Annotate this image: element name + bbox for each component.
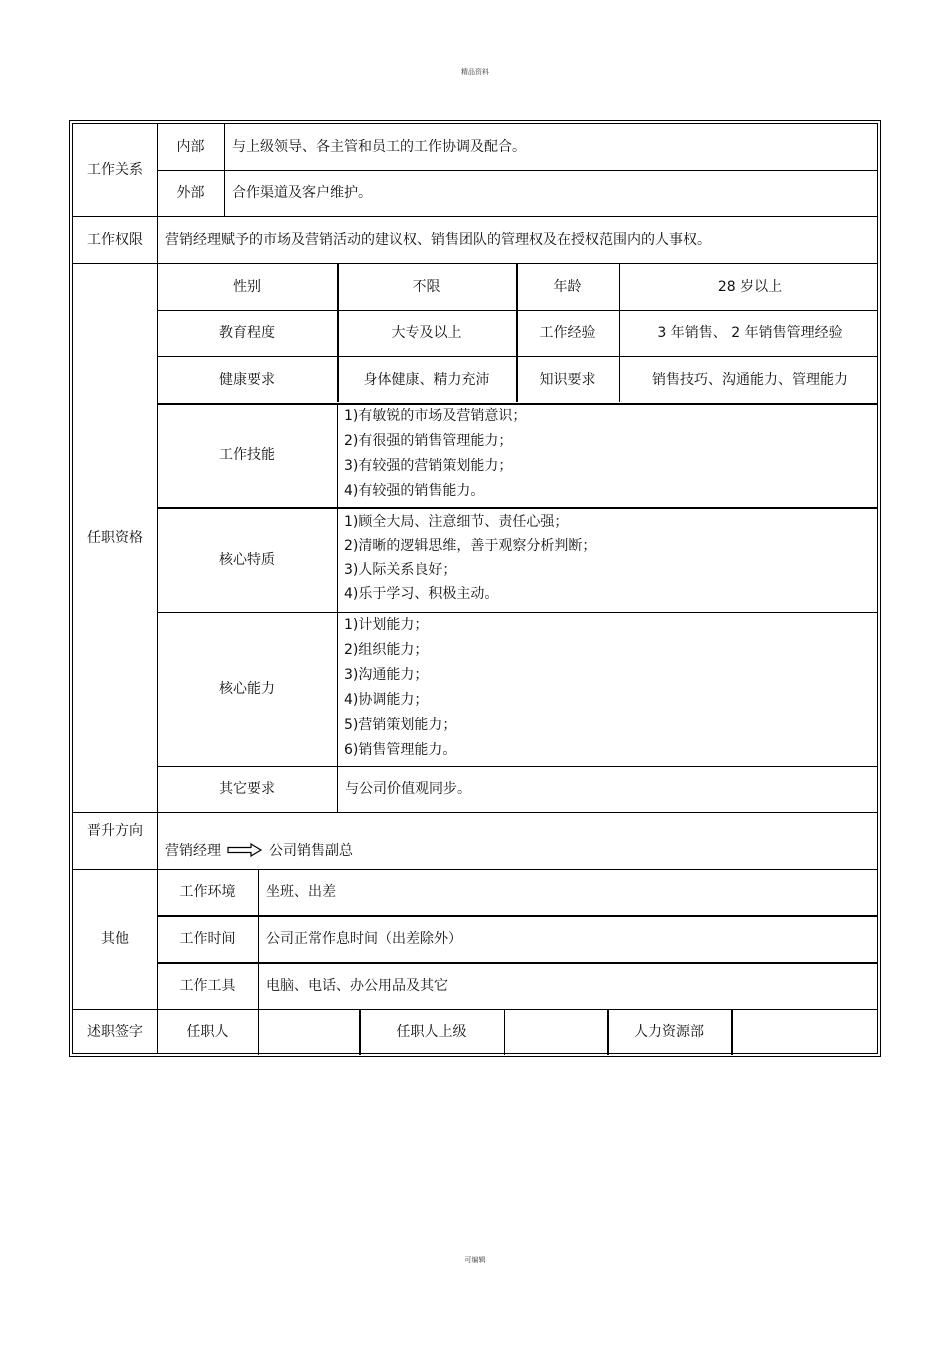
skills-label: 工作技能 (219, 447, 275, 463)
qualification-label: 任职资格 (87, 529, 143, 546)
relations-label: 工作关系 (87, 162, 143, 178)
time-value: 公司正常作息时间（出差除外） (266, 930, 462, 947)
health-label: 健康要求 (219, 371, 275, 388)
abilities-label: 核心能力 (219, 681, 275, 697)
environment-value: 坐班、出差 (266, 884, 336, 900)
list-item: 3)人际关系良好； (344, 562, 457, 578)
abilities-list (337, 613, 881, 763)
list-item: 3)有较强的营销策划能力； (344, 458, 513, 474)
knowledge-label: 知识要求 (539, 371, 596, 388)
hr-signature-field[interactable] (731, 1009, 881, 1055)
traits-label: 核心特质 (219, 551, 275, 568)
other-requirements-label: 其它要求 (219, 781, 275, 797)
environment-label: 工作环境 (179, 884, 236, 900)
gender-label: 性别 (233, 278, 261, 295)
authority-text: 营销经理赋予的市场及营销活动的建议权、销售团队的管理权及在授权范围内的人事权。 (165, 231, 711, 248)
authority-label: 工作权限 (87, 231, 143, 248)
education-value: 大专及以上 (391, 325, 462, 341)
internal-text: 与上级领导、各主管和员工的工作协调及配合。 (232, 139, 526, 155)
education-label: 教育程度 (219, 325, 275, 341)
table-inner-border (72, 123, 878, 1054)
promotion-path (157, 836, 881, 866)
age-label: 年龄 (553, 278, 582, 295)
experience-value: 3 年销售、 2 年销售管理经验 (657, 325, 843, 341)
other-requirements-value: 与公司价值观同步。 (345, 781, 471, 797)
list-item: 6)销售管理能力。 (344, 742, 457, 758)
age-value: 28 岁以上 (717, 278, 783, 295)
list-item: 2)清晰的逻辑思维，善于观察分析判断； (344, 538, 597, 554)
superior-signature-field[interactable] (504, 1009, 607, 1055)
holder-label: 任职人 (186, 1024, 229, 1040)
page-header: 精品资料 (461, 68, 489, 76)
promotion-from: 营销经理 (165, 843, 221, 859)
knowledge-value: 销售技巧、沟通能力、管理能力 (652, 371, 848, 388)
list-item: 1)有敏锐的市场及营销意识； (344, 408, 527, 424)
health-value: 身体健康、精力充沛 (363, 371, 490, 388)
promotion-to: 公司销售副总 (269, 843, 353, 859)
hr-label: 人力资源部 (634, 1024, 704, 1040)
list-item: 1)计划能力； (344, 617, 429, 633)
gender-value: 不限 (412, 278, 441, 295)
list-item: 4)乐于学习、积极主动。 (344, 586, 499, 602)
right-arrow-icon (227, 843, 263, 860)
traits-list (337, 510, 881, 606)
external-text: 合作渠道及客户维护。 (232, 185, 372, 201)
superior-label: 任职人上级 (396, 1024, 467, 1040)
list-item: 4)有较强的销售能力。 (344, 483, 485, 499)
promotion-label: 晋升方向 (87, 823, 143, 839)
list-item: 5)营销策划能力； (344, 717, 457, 733)
internal-label: 内部 (176, 139, 205, 155)
tools-value: 电脑、电话、办公用品及其它 (266, 977, 448, 994)
holder-signature-field[interactable] (258, 1009, 359, 1055)
skills-list (337, 404, 881, 504)
time-label: 工作时间 (179, 930, 236, 947)
experience-label: 工作经验 (539, 325, 596, 341)
list-item: 1)顾全大局、注意细节、责任心强； (344, 514, 569, 530)
signature-label: 述职签字 (87, 1024, 143, 1040)
list-item: 2)有很强的销售管理能力； (344, 433, 513, 449)
other-label: 其他 (101, 931, 129, 947)
list-item: 2)组织能力； (344, 642, 429, 658)
external-label: 外部 (176, 185, 205, 201)
tools-label: 工作工具 (179, 977, 236, 994)
job-description-table (69, 120, 881, 1057)
list-item: 3)沟通能力； (344, 667, 429, 683)
page-footer: 可编辑 (464, 1256, 486, 1264)
list-item: 4)协调能力； (344, 692, 429, 708)
